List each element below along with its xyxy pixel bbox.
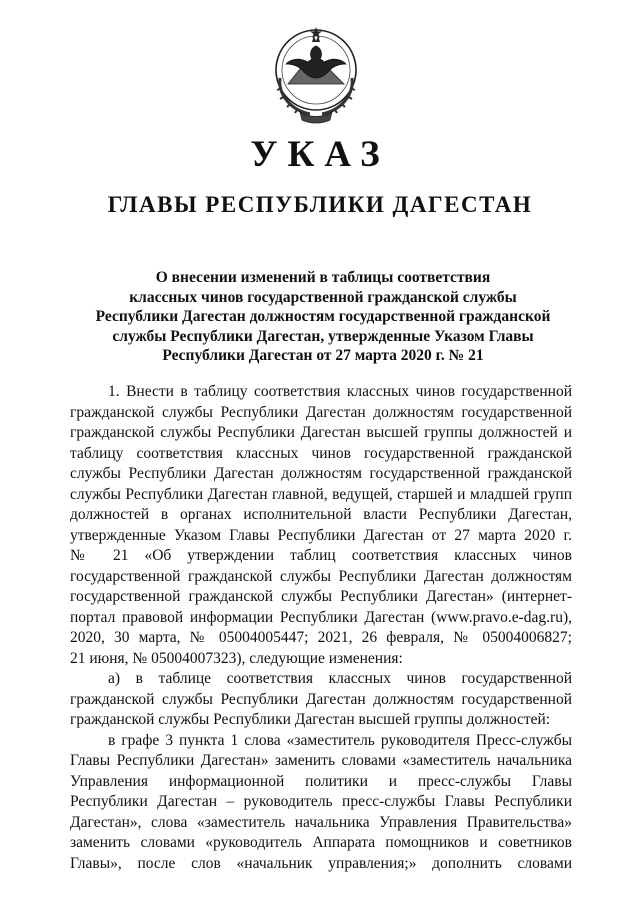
body-line: Главы Республики Дагестан» заменить словами «заместитель начальника <box>70 752 572 769</box>
heading-line: О внесении изменений в таблицы соответствия <box>155 269 491 286</box>
body-line: портал правовой информации Республики Дагестан (www.pravo.e-dag.ru), <box>70 608 572 626</box>
body-line: государственной гражданской службы Республики Дагестан» (интернет- <box>70 588 572 605</box>
body-line: в графе 3 пункта 1 слова «заместитель руководителя Пресс-службы <box>108 731 572 749</box>
document-body <box>70 382 572 874</box>
heading-line: классных чинов государственной гражданской службы <box>129 288 517 306</box>
coat-of-arms-dagestan-icon <box>266 18 366 128</box>
heading-line: Республики Дагестан от 27 марта 2020 г. № 21 <box>162 347 484 365</box>
body-line: государственной гражданской службы Республики Дагестан должностям <box>70 567 572 585</box>
body-line: Дагестан», слова «заместитель начальника Управления Правительства» <box>70 813 572 831</box>
document-heading <box>80 268 566 366</box>
body-line: гражданской службы Республики Дагестан должностям государственной <box>70 690 572 708</box>
body-line: 1. Внести в таблицу соответствия классных чинов государственной <box>108 383 572 400</box>
body-line: гражданской службы Республики Дагестан должностям государственной <box>70 403 572 421</box>
heading-line: Республики Дагестан должностям государственной гражданской <box>95 308 551 326</box>
decree-issuer: ГЛАВЫ РЕСПУБЛИКИ ДАГЕСТАН <box>107 192 533 217</box>
coat-of-arms-emblem <box>266 18 366 128</box>
body-line: должностей в органах исполнительной власти Республики Дагестан, <box>70 506 572 523</box>
body-line: Управления информационной политики и пресс-службы Главы <box>70 772 572 790</box>
body-line: службы Республики Дагестан должностям государственной гражданской <box>70 465 572 482</box>
body-line: а) в таблице соответствия классных чинов государственной <box>108 670 572 687</box>
heading-line: службы Республики Дагестан, утвержденные Указом Главы <box>112 327 534 345</box>
body-line: утвержденные Указом Главы Республики Дагестан от 27 марта 2020 г. <box>70 526 572 544</box>
body-line: гражданской службы Республики Дагестан высшей группы должностей и <box>70 424 572 441</box>
body-line: 2020, 30 марта, № 05004005447; 2021, 26 февраля, № 05004006827; <box>70 629 572 646</box>
body-line: службы Республики Дагестан главной, ведущей, старшей и младшей групп <box>70 485 572 503</box>
body-line: 21 июня, № 05004007323), следующие изменения: <box>70 649 403 667</box>
body-line: заменить словами «руководитель Аппарата помощников и советников <box>70 834 572 851</box>
decree-title: УКАЗ <box>250 134 390 175</box>
body-line: № 21 «Об утверждении таблиц соответствия классных чинов <box>70 547 572 564</box>
body-line: гражданской службы Республики Дагестан высшей группы должностей: <box>70 711 551 728</box>
body-line: Главы», после слов «начальник управления;» дополнить словами <box>70 854 572 872</box>
body-line: таблицу соответствия классных чинов государственной гражданской <box>70 444 572 462</box>
body-line: Республики Дагестан – руководитель пресс-службы Главы Республики <box>70 793 572 810</box>
